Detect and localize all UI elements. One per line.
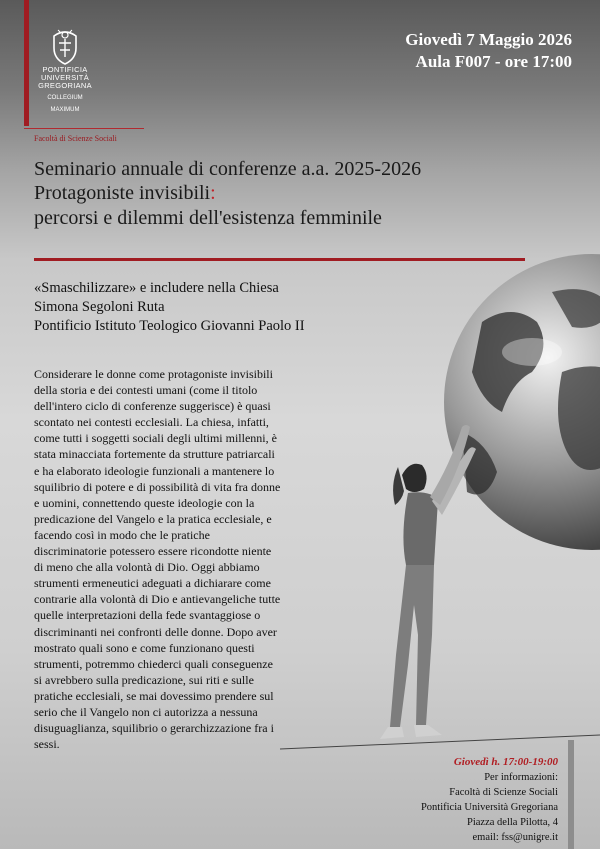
- info-address: Piazza della Pilotta, 4: [467, 817, 558, 828]
- abstract-line: sessi.: [34, 737, 60, 752]
- abstract-line: contrarie alla volontà di Dio e antievangeliche tutte: [34, 592, 281, 607]
- abstract-line: mostrato quali sono e come funzionano questi: [34, 640, 255, 655]
- abstract-line: discriminatorie potessero essere ricondotte niente: [34, 544, 272, 559]
- abstract-line: strumenti, potremmo chiederci quali conseguenze: [34, 656, 273, 671]
- contact-info: [421, 755, 558, 845]
- info-label: Per informazioni:: [484, 772, 558, 783]
- faculty-name: Facoltà di Scienze Sociali: [34, 134, 117, 143]
- abstract-line: squilibrio di potere e di possibilità di vita fra donne: [34, 479, 281, 494]
- abstract-line: serio che il Vangelo non ci autorizza a nessuna: [34, 704, 258, 719]
- abstract-line: strumenti ermeneutici adeguati a dichiarare come: [34, 576, 271, 591]
- series-title: Seminario annuale di conferenze a.a. 2025-2026: [34, 158, 422, 180]
- main-title-colon: :: [210, 182, 216, 204]
- subtitle: percorsi e dilemmi dell'esistenza femminile: [34, 207, 382, 229]
- abstract-text: [34, 366, 382, 752]
- abstract-line: di meno che alla volontà di Dio. Oggi abbiamo: [34, 560, 260, 575]
- abstract-line: scontato nei contesti ecclesiali. La chiesa, infatti,: [34, 415, 269, 430]
- info-email[interactable]: email: fss@unigre.it: [472, 832, 558, 843]
- abstract-line: predicazione del Vangelo e la pratica ecclesiale, e: [34, 511, 272, 526]
- talk-title: «Smaschilizzare» e includere nella Chiesa: [34, 280, 279, 296]
- main-title-text: Protagoniste invisibili: [34, 182, 211, 204]
- event-place-time: Aula F007 - ore 17:00: [415, 52, 572, 71]
- bottom-accent-bar: [568, 740, 574, 849]
- logo-line-gregoriana: GREGORIANA: [38, 81, 92, 90]
- logo-line-universita: UNIVERSITÀ: [40, 73, 89, 82]
- abstract-line: quelle interpretazioni della fede svantaggiose o: [34, 608, 261, 623]
- seminar-hours: Giovedì h. 17:00-19:00: [453, 756, 558, 768]
- abstract-line: pratiche ecclesiali, se mai dovessimo prendere sul: [34, 688, 274, 703]
- abstract-line: dell'intero ciclo di conferenze suggerisce) è quasi: [34, 399, 271, 414]
- logo-line-collegium: COLLEGIUM: [47, 95, 83, 101]
- abstract-line: Considerare le donne come protagoniste invisibili: [34, 367, 273, 381]
- abstract-line: si avrebbero sulla predicazione, sui riti e sulle: [34, 672, 254, 687]
- speaker-affiliation: Pontificio Istituto Teologico Giovanni Paolo II: [34, 318, 305, 334]
- abstract-line: discriminanti nei confronti delle donne. Dopo aver: [34, 624, 277, 639]
- abstract-line: e ha elaborato ideologie funzionali a mantenere lo: [34, 463, 275, 478]
- abstract-line: della storia e dei contesti umani (come il titolo: [34, 383, 258, 398]
- logo-line-maximum: MAXIMUM: [50, 107, 80, 113]
- abstract-line: disuguaglianza, squilibrio o gerarchizzazione fra i: [34, 721, 274, 736]
- abstract-line: come tutti i soggetti sociali degli ultimi millenni, è: [34, 431, 277, 446]
- info-faculty: Facoltà di Scienze Sociali: [449, 787, 558, 798]
- abstract-line: e uomini, connettendo queste ideologie con la: [34, 495, 255, 510]
- abstract-line: facendo così in modo che le pratiche: [34, 527, 210, 542]
- logo-line-pontificia: PONTIFICIA: [42, 65, 88, 74]
- speaker-name: Simona Segoloni Ruta: [34, 299, 165, 315]
- info-university: Pontificia Università Gregoriana: [420, 802, 558, 813]
- event-date: Giovedì 7 Maggio 2026: [405, 30, 572, 49]
- abstract-line: stata minacciata fortemente da strutture patriarcali: [34, 447, 275, 462]
